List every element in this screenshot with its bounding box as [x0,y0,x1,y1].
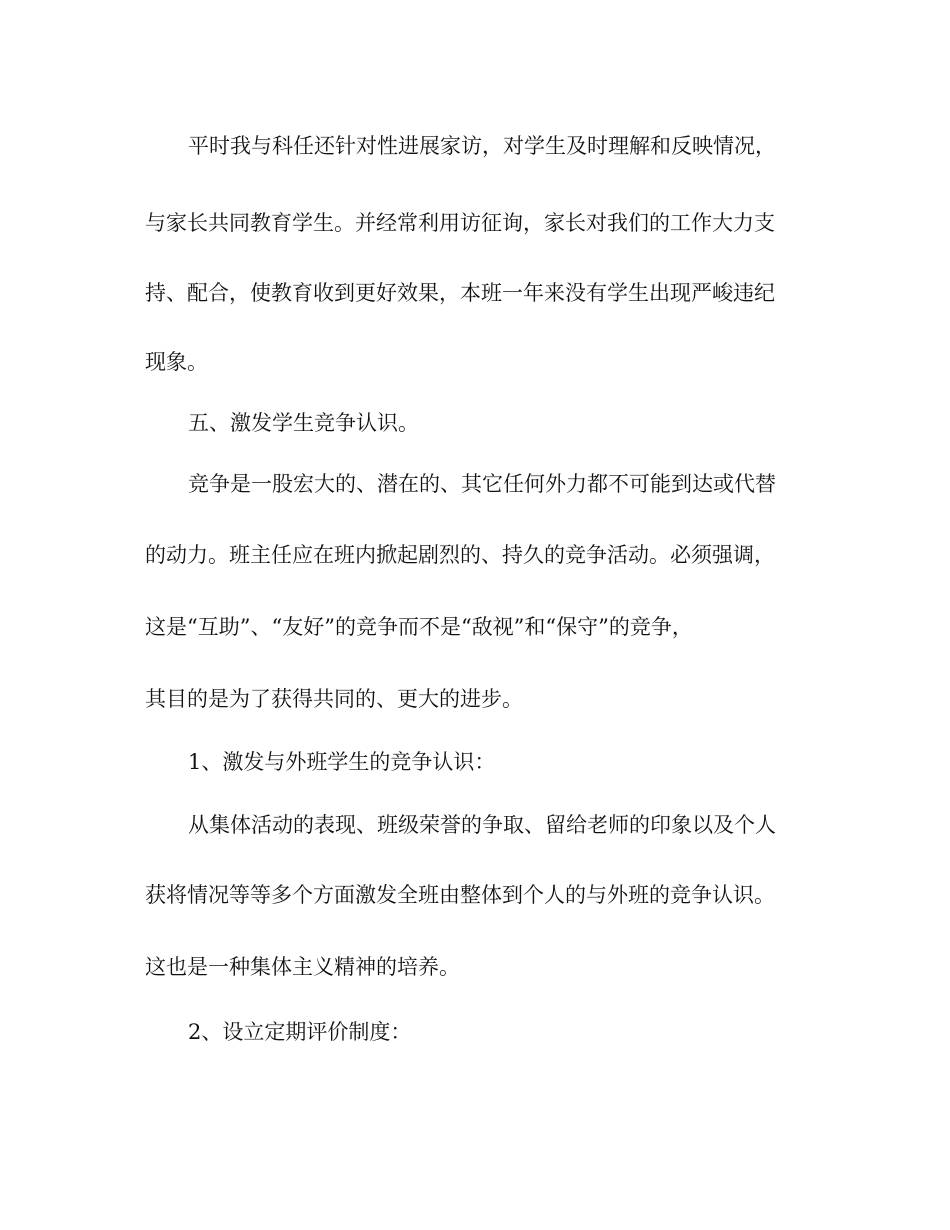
paragraph-line: 从集体活动的表现、班级荣誉的争取、留给老师的印象以及个人 [188,813,776,837]
paragraph-line: 竞争是一股宏大的、潜在的、其它任何外力都不可能到达或代替 [188,472,776,496]
section-heading: 五、激发学生竞争认识。 [188,411,419,435]
paragraph-line: 现象。 [145,350,208,374]
paragraph-line: 其目的是为了获得共同的、更大的进步。 [145,687,523,711]
subsection-heading: 1、激发与外班学生的竞争认识： [188,750,496,774]
subsection-heading: 2、设立定期评价制度： [188,1020,412,1044]
paragraph-line: 这是“互助”、“友好”的竞争而不是“敌视”和“保守”的竞争， [145,615,693,639]
paragraph-line: 的动力。班主任应在班内掀起剧烈的、持久的竞争活动。必须强调， [145,543,775,567]
paragraph-line: 持、配合，使教育收到更好效果，本班一年来没有学生出现严峻违纪 [145,281,775,305]
paragraph-line: 获将情况等等多个方面激发全班由整体到个人的与外班的竞争认识。 [145,883,775,907]
paragraph-line: 与家长共同教育学生。并经常利用访征询，家长对我们的工作大力支 [145,211,775,235]
paragraph-line: 平时我与科任还针对性进展家访，对学生及时理解和反映情况， [188,134,776,158]
paragraph-line: 这也是一种集体主义精神的培养。 [145,955,460,979]
